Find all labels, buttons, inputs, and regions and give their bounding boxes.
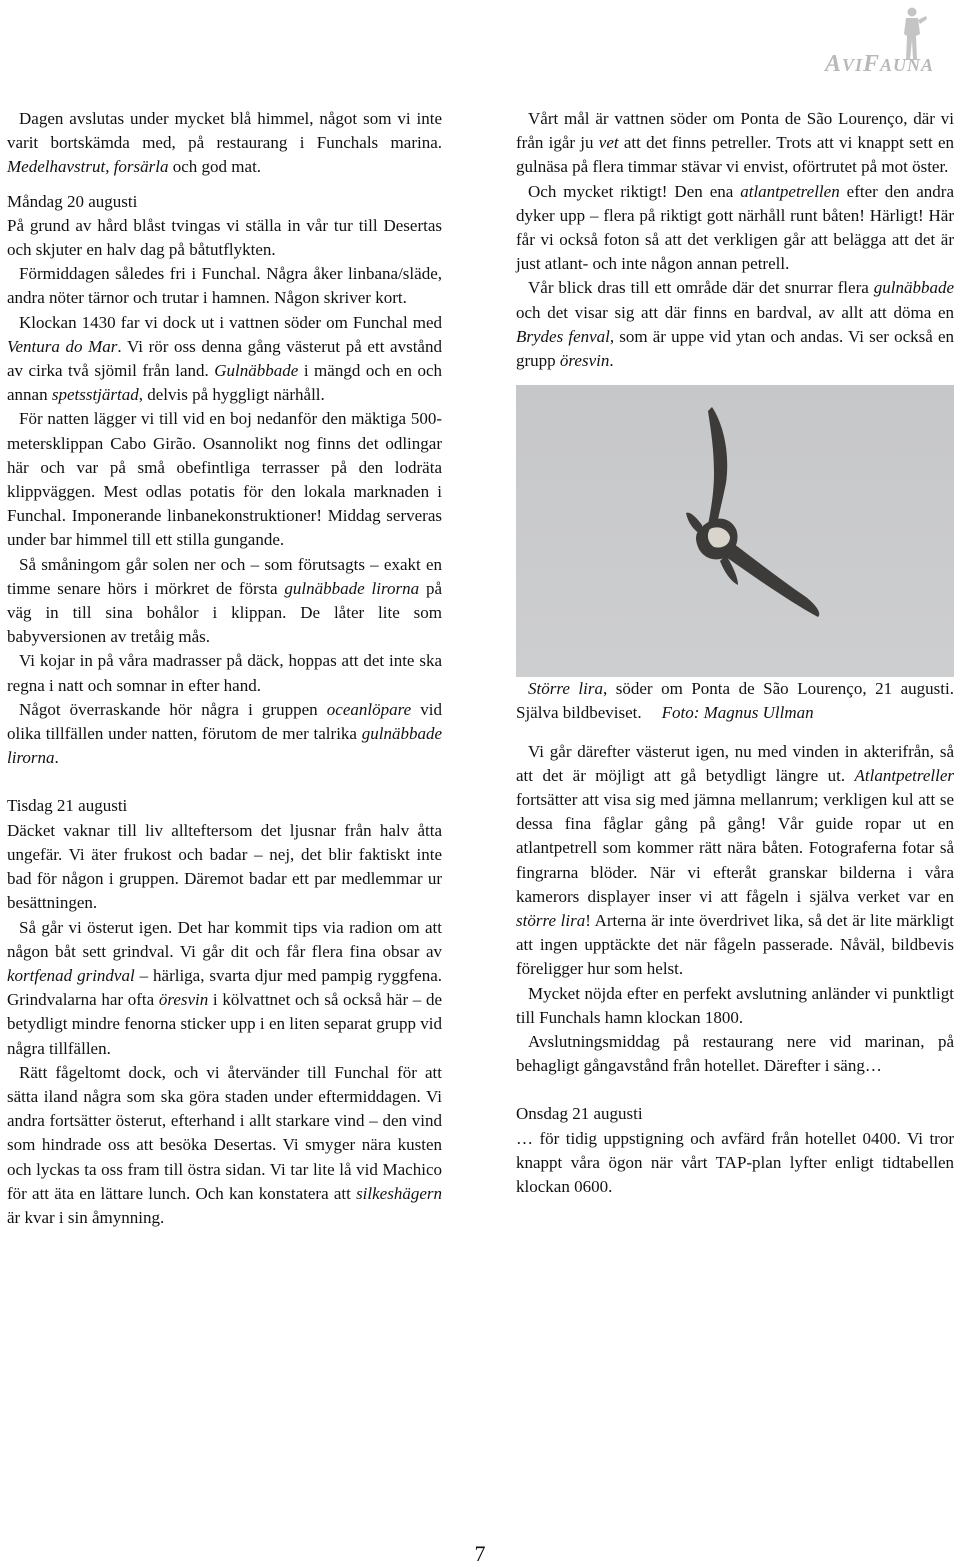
- right-column: [516, 107, 954, 1199]
- photo-credit: Foto: Magnus Ullman: [661, 703, 814, 723]
- section-heading: Onsdag 21 augusti: [516, 1104, 643, 1124]
- paragraph: Däcket vaknar till liv allteftersom det ljusnar från halv åtta ungefär. Vi äter frukost och badar – nej, det blir faktiskt inte bad för någon i gruppen. Däremot badar ett par medlemmar ur besättningen.: [7, 820, 442, 913]
- paragraph: Vi kojar in på våra madrasser på däck, hoppas att det inte ska regna i natt och somnar in efter hand.: [7, 651, 442, 695]
- section-heading: Måndag 20 augusti: [7, 191, 138, 211]
- paragraph: Avslutningsmiddag på restaurang nere vid marinan, på behagligt gångavstånd från hotellet. Därefter i säng…: [516, 1032, 954, 1076]
- page-number: 7: [474, 1541, 486, 1566]
- paragraph: Något överraskande hör några i gruppen oceanlöpare vid olika tillfällen under natten, förutom de mer talrika gulnäbbade lirorna.: [7, 699, 442, 768]
- section-heading: Tisdag 21 augusti: [7, 796, 128, 816]
- bird-illustration: [516, 385, 954, 677]
- paragraph: Förmiddagen således fri i Funchal. Några åker linbana/släde, andra nöter tärnor och trutar i hamnen. Någon skriver kort.: [7, 264, 442, 308]
- left-column: [7, 107, 442, 1230]
- paragraph: Vår blick dras till ett område där det snurrar flera gulnäbbade och det visar sig att där finns en bardval, av allt att döma en Brydes fenval, som är uppe vid ytan och andas. Vi ser också en grupp öresvin.: [516, 278, 954, 371]
- paragraph: Klockan 1430 far vi dock ut i vattnen söder om Funchal med Ventura do Mar. Vi rör oss denna gång västerut på ett avstånd av cirka två sjömil från land. Gulnäbbade i mängd och en och annan spetsstjärtad, delvis på hyggligt närhåll.: [7, 312, 442, 405]
- photo-caption: Större lira, söder om Ponta de São Lourenço, 21 augusti. Själva bildbeviset. Foto: Magnus Ullman: [516, 679, 954, 723]
- paragraph: Så småningom går solen ner och – som förutsagts – exakt en timme senare hörs i mörkret de första gulnäbbade lirorna på väg in till sina bohålor i klippan. De låter lite som babyversionen av tretåig mås.: [7, 554, 442, 647]
- paragraph: På grund av hård blåst tvingas vi ställa in vår tur till Desertas och skjuter en halv dag på båtutflykten.: [7, 215, 442, 260]
- logo-wordmark: AVIFAUNA: [824, 51, 934, 77]
- shearwater-bird-photo: [516, 385, 954, 677]
- paragraph: Vi går därefter västerut igen, nu med vinden in akterifrån, så att det är möjligt att gå betydligt längre ut. Atlantpetreller fortsätter att visa sig med jämna mellanrum; verkligen kul att se dessa fina fåglar gång på gång! Vår guide ropar ut en atlantpetrell som kommer rätt nära båten. Fotograferna fotar så fingrarna blöder. När vi efteråt granskar bilderna i våra kamerors displayer inser vi att fågeln i själva verket var en större lira! Arterna är inte överdrivet lika, så det är lite märkligt att ingen upptäckte det när fågeln passerade. Nåväl, bildbevis föreligger hur som helst.: [516, 741, 955, 979]
- paragraph: Dagen avslutas under mycket blå himmel, något som vi inte varit bortskämda med, på restaurang i Funchals marina. Medelhavstrut, forsärla och god mat.: [7, 109, 442, 177]
- paragraph: Rätt fågeltomt dock, och vi återvänder till Funchal för att sätta iland några som ska göra staden under eftermiddagen. Vi andra fortsätter österut, efterhand i allt starkare vind – den vind som hindrade oss att besöka Desertas. Vi smyger nära kusten och lyckas ta oss fram till östra sidan. Vi tar lite lå vid Machico för att äta en lättare lunch. Och kan konstatera att silkeshägern är kvar i sin åmynning.: [7, 1062, 442, 1227]
- paragraph: Vårt mål är vattnen söder om Ponta de São Lourenço, där vi från igår ju vet att det finns petreller. Trots att vi knappt sett en gulnäsa på flera timmar stävar vi envist, oförtrutet på mot öster.: [516, 109, 954, 177]
- paragraph: Och mycket riktigt! Den ena atlantpetrellen efter den andra dyker upp – flera på riktigt gott närhåll runt båten! Härligt! Här får vi också foton så att det verkligen går att belägga att det är just atlant- och inte någon annan petrell.: [516, 181, 954, 274]
- paragraph: … för tidig uppstigning och avfärd från hotellet 0400. Vi tror knappt våra ögon när vårt TAP-plan lyfter enligt tidtabellen klockan 0600.: [516, 1128, 954, 1197]
- paragraph: Så går vi österut igen. Det har kommit tips via radion om att någon båt sett grindval. Vi går dit och får flera fina obsar av kortfenad grindval – härliga, svarta djur med pampig ryggfena. Grindvalarna har ofta öresvin i kölvattnet och så också här – de betydligt mindre fenorna sticker upp i en liten separat grupp vid några tillfällen.: [7, 917, 443, 1058]
- paragraph: Mycket nöjda efter en perfekt avslutning anländer vi punktligt till Funchals hamn klockan 1800.: [516, 983, 954, 1027]
- avifauna-logo: [794, 6, 934, 76]
- paragraph: För natten lägger vi till vid en boj nedanför den mäktiga 500-metersklippan Cabo Girão. Osannolikt nog finns det odlingar här och var på små obefintliga terrasser på den lodräta klippväggen. Mest odlas potatis för den lokala marknaden i Funchal. Imponerande linbanekonstruktioner! Middag serveras under bar himmel till ett stilla gungande.: [7, 409, 442, 550]
